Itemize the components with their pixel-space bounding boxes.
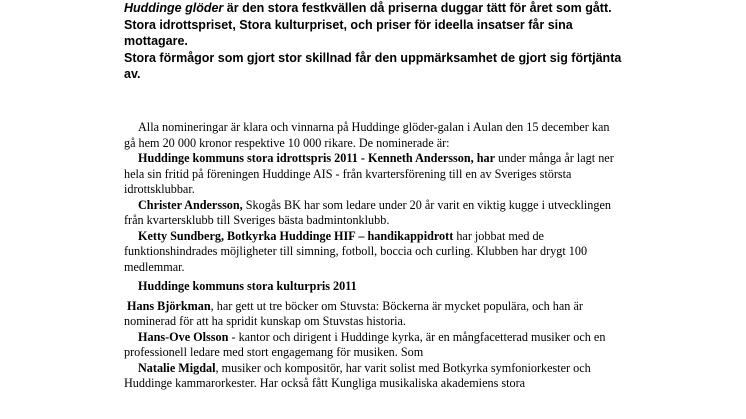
lead-paragraph: Alla nomineringar är klara och vinnarna på Huddinge glöder-galan i Aulan den 15 december kan gå hem 20 000 kronor respektive 10 000 rikare. De nominerade är: xyxy=(124,120,610,150)
nominee-hans xyxy=(124,299,624,330)
sport-prize-heading: Huddinge kommuns stora idrottspris 2011 - Kenneth Andersson, har xyxy=(138,151,495,165)
nominee-hansove xyxy=(124,330,624,361)
intro-paragraph-1 xyxy=(124,0,624,17)
nominee-ketty-name: Ketty Sundberg, Botkyrka Huddinge HIF – handikappidrott xyxy=(138,228,454,243)
article-body xyxy=(124,120,624,392)
intro-paragraph-1-text: är den stora festkvällen då priserna duggar tätt för året som gått. xyxy=(223,1,612,15)
intro-paragraph-2: Stora idrottspriset, Stora kulturpriset, och priser för ideella insatser får sina mottagare. xyxy=(124,17,573,48)
nominee-kenneth-text: under många år lagt ner hela sin fritid på föreningen Huddinge AIS - från kvartersförening till en av Sveriges största idrottsklubbar. xyxy=(124,151,614,196)
nominee-christer-name: Christer Andersson, xyxy=(138,197,243,212)
intro-paragraph-3: Stora förmågor som gjort stor skillnad får den uppmärksamhet de gjort sig förtjänta av. xyxy=(124,50,622,81)
nominee-natalie-text: , musiker och kompositör, har varit solist med Botkyrka symfoniorkester och Huddinge kammarorkester. Har också fått Kungliga musikaliska akademiens stora xyxy=(124,360,591,390)
nominee-hans-name: Hans Björkman xyxy=(127,298,211,313)
nominee-hansove-text: - kantor och dirigent i Huddinge kyrka, är en mångfacetterad musiker och en professionell ledare med stort engagemang för musiken. Som xyxy=(124,329,606,359)
nominee-christer-text: Skogås BK har som ledare under 20 år varit en viktig kugge i utvecklingen från kvartersklubb till Sveriges bästa badmintonklubb. xyxy=(124,197,611,227)
nominee-hansove-name: Hans-Ove Olsson xyxy=(138,329,229,344)
intro-block xyxy=(124,0,624,83)
nominee-natalie xyxy=(124,361,624,392)
nominee-natalie-name: Natalie Migdal xyxy=(138,360,216,375)
nominee-hans-text: , har gett ut tre böcker om Stuvsta: Böckerna är mycket populära, och han är nominerad för att ha spridit kunskap om Stuvstas historia. xyxy=(124,298,583,328)
nominee-kenneth xyxy=(124,151,624,198)
nominee-ketty xyxy=(124,229,624,276)
nominee-ketty-text: har jobbat med de funktionshindrades möjligheter till simning, fotboll, boccia och curling. Klubben har drygt 100 medlemmar. xyxy=(124,228,588,274)
event-title: Huddinge glöder xyxy=(124,1,224,15)
culture-prize-heading: Huddinge kommuns stora kulturpris 2011 xyxy=(138,279,357,293)
nominee-christer xyxy=(124,198,624,229)
